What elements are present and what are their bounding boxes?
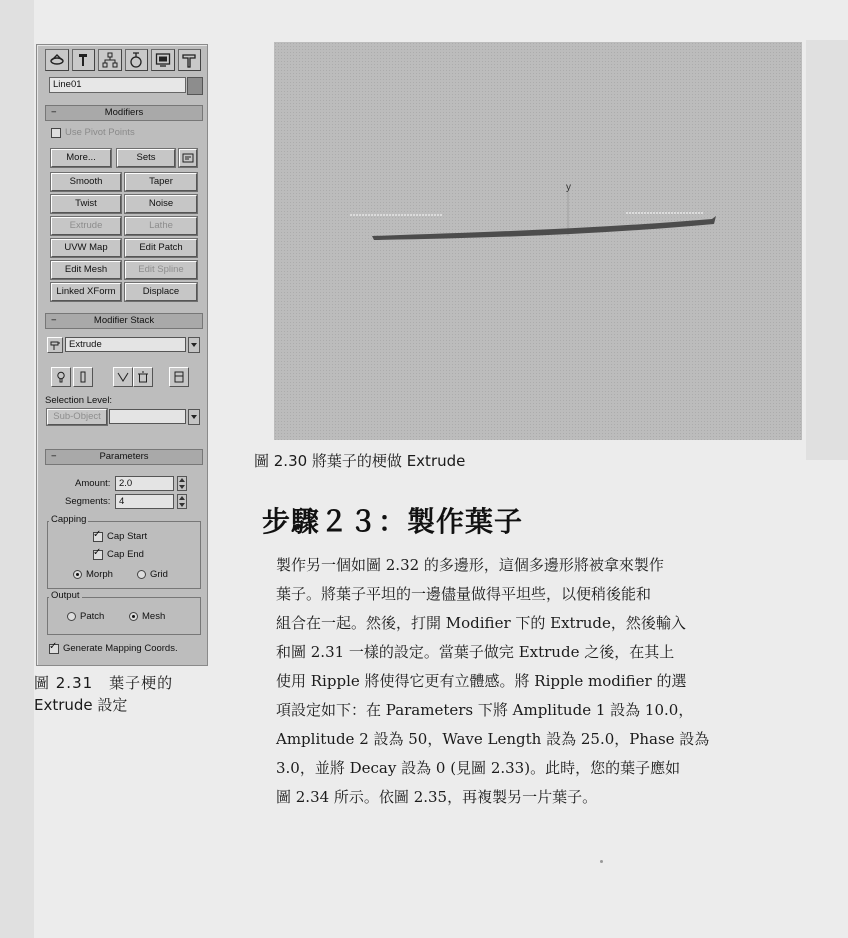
radio-dot xyxy=(137,570,146,579)
modifier-button-linked-xform[interactable]: Linked XForm xyxy=(51,283,121,301)
patch-label: Patch xyxy=(80,611,105,622)
collapse-icon: − xyxy=(51,315,57,326)
show-end-result-toggle[interactable] xyxy=(73,367,93,387)
page-shade-left xyxy=(0,0,34,938)
amount-input[interactable]: 2.0 xyxy=(115,476,174,491)
configure-icon xyxy=(182,152,194,164)
hierarchy-tab[interactable] xyxy=(98,49,122,71)
configure-sets-button[interactable] xyxy=(179,149,197,167)
body-line: Amplitude 2 設為 50，Wave Length 設為 25.0，Phase 設為 xyxy=(276,730,710,748)
modifier-stack-dropdown[interactable]: Extrude xyxy=(65,337,186,352)
modifier-button-smooth[interactable]: Smooth xyxy=(51,173,121,191)
body-line: 項設定如下：在 Parameters 下將 Amplitude 1 設為 10.0， xyxy=(276,701,694,719)
more-button[interactable]: More... xyxy=(51,149,111,167)
modifier-stack-rollout-header[interactable] xyxy=(45,313,203,329)
body-line: 3.0，並將 Decay 設為 0 (見圖 2.33)。此時，您的葉子應如 xyxy=(276,759,681,777)
collapse-icon: − xyxy=(51,451,57,462)
amount-spinner[interactable] xyxy=(177,476,187,491)
command-panel-tabs xyxy=(45,49,201,71)
selection-level-dropdown[interactable] xyxy=(109,409,186,424)
segments-spinner[interactable] xyxy=(177,494,187,509)
cap-start-checkbox[interactable] xyxy=(93,531,147,542)
output-group-label: Output xyxy=(51,590,80,601)
command-panel xyxy=(36,44,208,666)
morph-label: Morph xyxy=(86,569,113,580)
body-line: 製作另一個如圖 2.32 的多邊形，這個多邊形將被拿來製作 xyxy=(276,556,664,574)
create-icon xyxy=(49,52,65,68)
section-body xyxy=(276,551,830,812)
parameters-rollout-header[interactable] xyxy=(45,449,203,465)
radio-dot xyxy=(129,612,138,621)
selection-level-label: Selection Level: xyxy=(45,395,113,406)
display-tab[interactable] xyxy=(151,49,175,71)
modify-icon xyxy=(75,52,91,68)
page-shade-right xyxy=(806,40,848,460)
extruded-stem xyxy=(372,216,716,240)
motion-tab[interactable] xyxy=(125,49,149,71)
figure-2-31-caption-line2: Extrude 設定 xyxy=(34,696,128,714)
remove-modifier-button[interactable] xyxy=(133,367,153,387)
modifier-stack-rollout-title: Modifier Stack xyxy=(93,315,155,326)
modifier-button-lathe[interactable]: Lathe xyxy=(125,217,197,235)
modifiers-rollout-title: Modifiers xyxy=(104,107,144,118)
dropdown-arrow-icon[interactable] xyxy=(188,409,200,425)
morph-radio[interactable] xyxy=(73,569,113,580)
viewport[interactable] xyxy=(274,42,802,440)
end-result-icon xyxy=(77,371,89,383)
light-bulb-icon xyxy=(55,371,67,383)
patch-radio[interactable] xyxy=(67,611,104,622)
radio-dot xyxy=(67,612,76,621)
modifier-button-taper[interactable]: Taper xyxy=(125,173,197,191)
modifier-button-noise[interactable]: Noise xyxy=(125,195,197,213)
modify-tab[interactable] xyxy=(72,49,96,71)
modifier-button-edit-mesh[interactable]: Edit Mesh xyxy=(51,261,121,279)
make-unique-button[interactable] xyxy=(113,367,133,387)
modifier-button-edit-spline[interactable]: Edit Spline xyxy=(125,261,197,279)
segments-label: Segments: xyxy=(65,496,111,507)
cap-end-label: Cap End xyxy=(107,549,144,560)
modifier-button-twist[interactable]: Twist xyxy=(51,195,121,213)
collapse-icon: − xyxy=(51,107,57,118)
page-speck xyxy=(600,860,603,863)
pin-icon xyxy=(49,339,61,351)
body-line: 組合在一起。然後，打開 Modifier 下的 Extrude，然後輸入 xyxy=(276,614,686,632)
object-name-field[interactable]: Line01 xyxy=(49,77,186,93)
cap-end-checkbox[interactable] xyxy=(93,549,144,560)
object-color-swatch[interactable] xyxy=(187,77,203,95)
grid-label: Grid xyxy=(150,569,168,580)
capping-group-label: Capping xyxy=(51,514,87,525)
section-heading: 步驟２３：製作葉子 xyxy=(262,505,524,538)
pin-stack-button[interactable] xyxy=(47,337,63,353)
mesh-radio[interactable] xyxy=(129,611,165,622)
utilities-tab[interactable] xyxy=(178,49,202,71)
modifier-button-uvw-map[interactable]: UVW Map xyxy=(51,239,121,257)
viewport-scene xyxy=(274,42,802,440)
body-line: 圖 2.34 所示。依圖 2.35，再複製另一片葉子。 xyxy=(276,788,598,806)
edit-stack-button[interactable] xyxy=(169,367,189,387)
figure-2-30-caption: 圖 2.30 將葉子的梗做 Extrude xyxy=(254,452,466,470)
cap-start-label: Cap Start xyxy=(107,531,148,542)
checkbox-box xyxy=(51,128,61,138)
sets-button[interactable]: Sets xyxy=(117,149,175,167)
display-icon xyxy=(155,52,171,68)
body-line: 葉子。將葉子平坦的一邊儘量做得平坦些，以便稍後能和 xyxy=(276,585,652,603)
checkbox-box xyxy=(93,550,103,560)
use-pivot-points-checkbox[interactable] xyxy=(51,127,135,138)
y-axis-label: y xyxy=(566,182,571,193)
modifier-button-edit-patch[interactable]: Edit Patch xyxy=(125,239,197,257)
radio-dot xyxy=(73,570,82,579)
make-unique-icon xyxy=(117,371,129,383)
modifier-button-displace[interactable]: Displace xyxy=(125,283,197,301)
create-tab[interactable] xyxy=(45,49,69,71)
mesh-label: Mesh xyxy=(142,611,166,622)
body-line: 和圖 2.31 一樣的設定。當葉子做完 Extrude 之後，在其上 xyxy=(276,643,675,661)
amount-label: Amount: xyxy=(75,478,111,489)
sub-object-button[interactable]: Sub-Object xyxy=(47,409,107,425)
segments-input[interactable]: 4 xyxy=(115,494,174,509)
generate-mapping-coords-label: Generate Mapping Coords. xyxy=(63,643,178,654)
dropdown-arrow-icon[interactable] xyxy=(188,337,200,353)
hierarchy-icon xyxy=(102,52,118,68)
generate-mapping-coords-checkbox[interactable] xyxy=(49,643,178,654)
modifiers-rollout-header[interactable] xyxy=(45,105,203,121)
motion-icon xyxy=(128,52,144,68)
grid-radio[interactable] xyxy=(137,569,168,580)
hammer-icon xyxy=(181,52,197,68)
parameters-rollout-title: Parameters xyxy=(99,451,149,462)
checkbox-box xyxy=(93,532,103,542)
use-pivot-points-label: Use Pivot Points xyxy=(65,127,135,138)
checkbox-box xyxy=(49,644,59,654)
trash-icon xyxy=(137,371,149,383)
figure-2-31-caption-line1: 圖 2.31 葉子梗的 xyxy=(34,674,174,692)
body-line: 使用 Ripple 將使得它更有立體感。將 Ripple modifier 的選 xyxy=(276,672,687,690)
active-inactive-toggle[interactable] xyxy=(51,367,71,387)
edit-stack-icon xyxy=(173,371,185,383)
modifier-button-extrude[interactable]: Extrude xyxy=(51,217,121,235)
